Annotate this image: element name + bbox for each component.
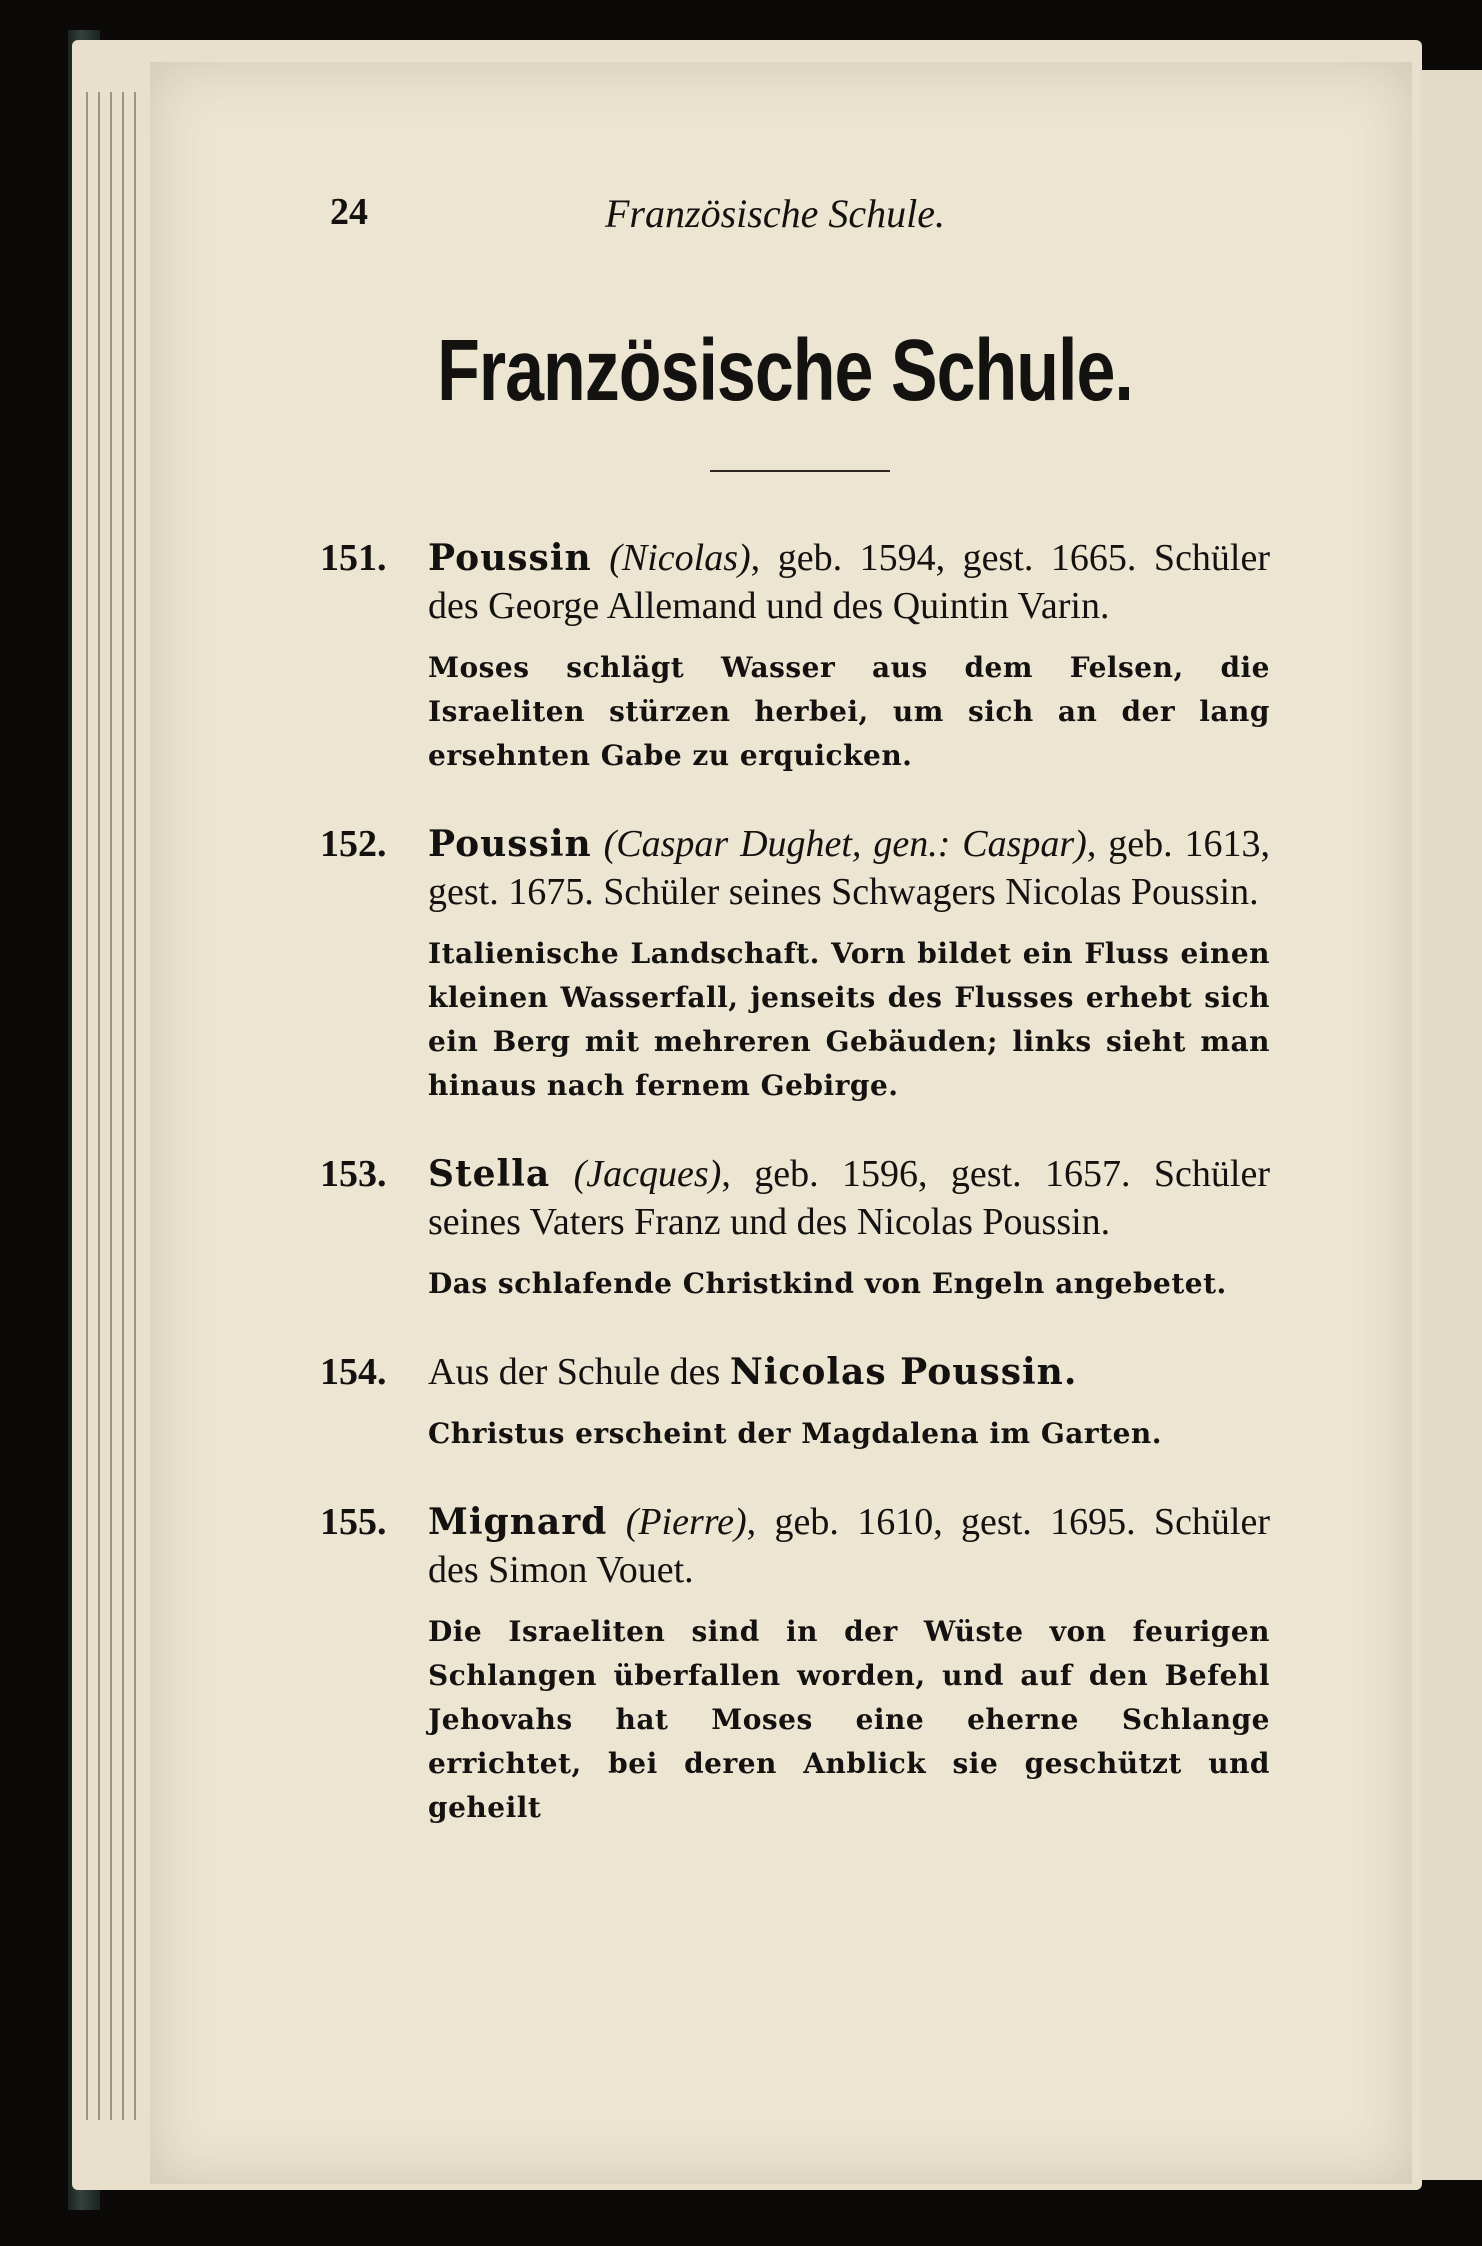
catalogue-entry bbox=[320, 534, 1270, 778]
section-title: Französische Schule. bbox=[437, 321, 1133, 419]
artist-name: Poussin bbox=[428, 537, 592, 579]
entry-number: 152. bbox=[320, 823, 387, 865]
entry-number: 154. bbox=[320, 1351, 387, 1393]
artist-biography: , geb. 1613, gest. 1675. Schüler seines Schwagers Nicolas Poussin. bbox=[428, 823, 1270, 913]
page-edge-line bbox=[122, 92, 124, 2120]
entry-number: 151. bbox=[320, 537, 387, 579]
artist-biography: , geb. 1610, gest. 1695. Schüler des Simon Vouet. bbox=[428, 1501, 1271, 1591]
artist-given-name: (Nicolas) bbox=[609, 537, 751, 579]
painting-description: Italienische Landschaft. Vorn bildet ein Fluss einen kleinen Wasserfall, jenseits des Flusses erhebt sich ein Berg mit mehreren Gebäuden; links sieht man hinaus nach fernem Gebirge. bbox=[428, 937, 1270, 1102]
page-edge-line bbox=[86, 92, 88, 2120]
artist-name: Nicolas Poussin. bbox=[729, 1351, 1078, 1393]
artist-name: Poussin bbox=[428, 823, 592, 865]
entry-heading bbox=[428, 1150, 1270, 1246]
page-edge-line bbox=[98, 92, 100, 2120]
catalogue-entries bbox=[320, 534, 1270, 1830]
artist-name: Stella bbox=[428, 1153, 551, 1195]
artist-given-name: (Pierre) bbox=[625, 1501, 747, 1543]
painting-description: Das schlafende Christkind von Engeln angebetet. bbox=[428, 1267, 1227, 1300]
painting-description: Christus erscheint der Magdalena im Garten. bbox=[428, 1417, 1163, 1450]
entry-heading bbox=[428, 534, 1270, 630]
artist-given-name: (Jacques) bbox=[573, 1153, 722, 1195]
artist-biography: , geb. 1594, gest. 1665. Schüler des George Allemand und des Quintin Varin. bbox=[428, 537, 1271, 627]
artist-biography: , geb. 1596, gest. 1657. Schüler seines Vaters Franz und des Nicolas Poussin. bbox=[428, 1153, 1271, 1243]
painting-description: Die Israeliten sind in der Wüste von feurigen Schlangen überfallen worden, und auf den Befehl Jehovahs hat Moses eine eherne Schlange errichtet, bei deren Anblick sie geschützt und geheilt bbox=[428, 1615, 1270, 1824]
artist-given-name: (Caspar Dughet, gen.: Caspar) bbox=[603, 823, 1087, 865]
entry-heading bbox=[428, 1498, 1270, 1594]
entry-number: 153. bbox=[320, 1153, 387, 1195]
page-edge-line bbox=[134, 92, 136, 2120]
page-edge-line bbox=[110, 92, 112, 2120]
entry-heading bbox=[428, 1348, 1270, 1396]
facing-page-edge bbox=[1420, 70, 1482, 2180]
painting-description: Moses schlägt Wasser aus dem Felsen, die Israeliten stürzen herbei, um sich an der lang ersehnten Gabe zu erquicken. bbox=[428, 651, 1270, 772]
page-content bbox=[320, 190, 1270, 1872]
catalogue-entry bbox=[320, 1348, 1270, 1456]
running-head bbox=[320, 190, 1270, 260]
entry-heading bbox=[428, 820, 1270, 916]
artist-name: Mignard bbox=[428, 1501, 608, 1543]
title-rule bbox=[710, 470, 890, 472]
catalogue-entry bbox=[320, 820, 1270, 1108]
catalogue-entry bbox=[320, 1498, 1270, 1830]
entry-number: 155. bbox=[320, 1501, 387, 1543]
entry-prefix: Aus der Schule des bbox=[428, 1351, 730, 1393]
page-number: 24 bbox=[330, 191, 368, 233]
catalogue-entry bbox=[320, 1150, 1270, 1306]
running-title: Französische Schule. bbox=[605, 191, 945, 236]
